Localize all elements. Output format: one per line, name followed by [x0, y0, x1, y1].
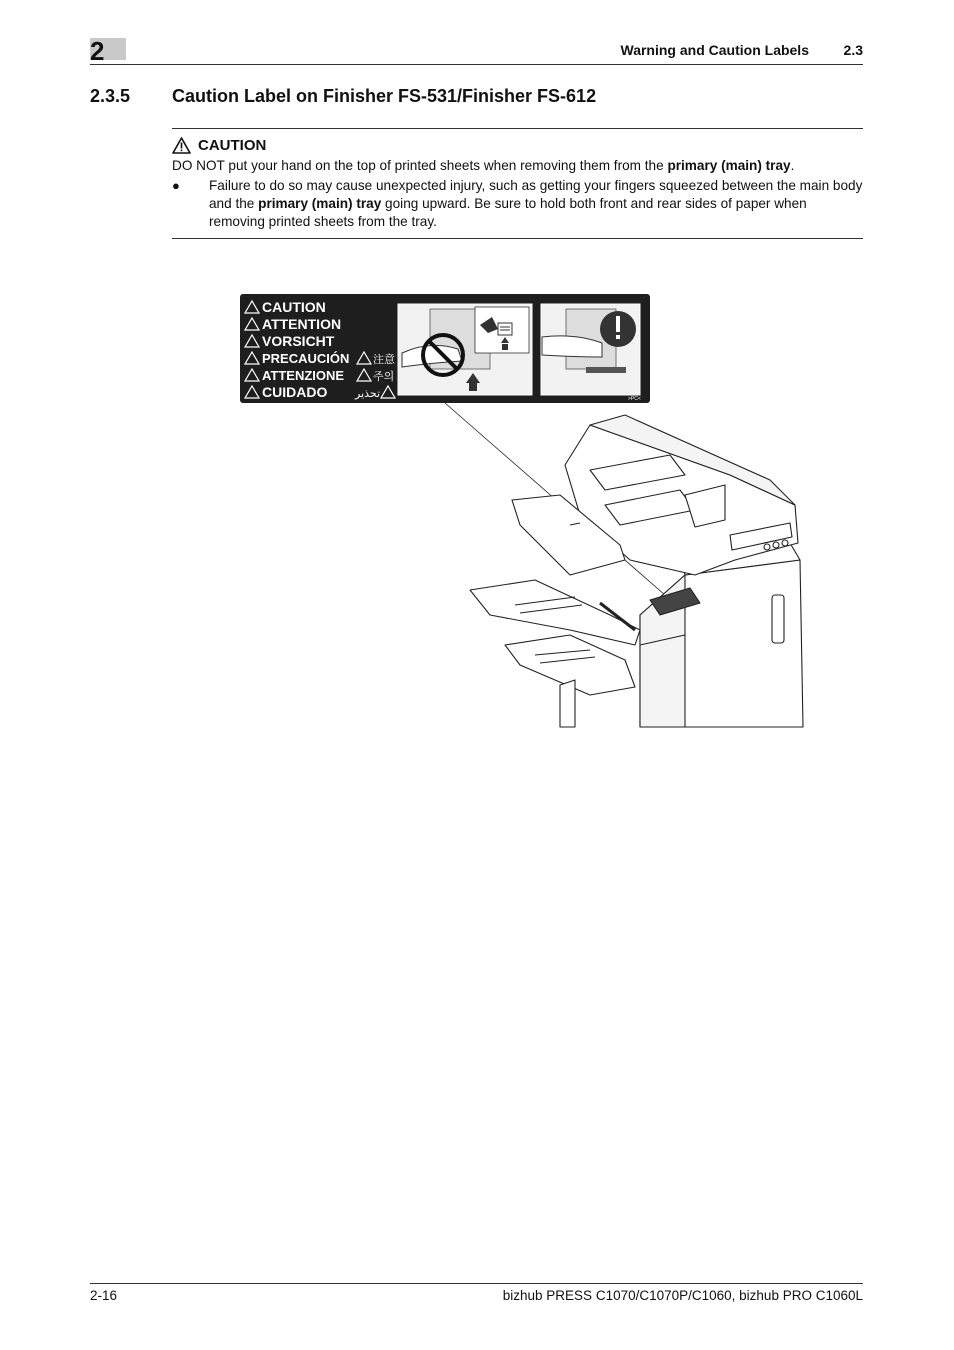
- caution-statement-bold: primary (main) tray: [667, 158, 791, 173]
- warning-triangle-icon: [172, 137, 191, 154]
- caution-statement-text: DO NOT put your hand on the top of printed sheets when removing them from the: [172, 158, 668, 173]
- label-word-attenzione: ATTENZIONE: [262, 368, 345, 383]
- label-word-caution: CAUTION: [262, 299, 326, 315]
- correct-handling-pictogram: [541, 304, 640, 395]
- label-word-korean: 주의: [373, 370, 395, 383]
- door-handle: [772, 595, 784, 643]
- header-divider: [90, 64, 863, 65]
- panel-button-2: [773, 542, 779, 548]
- product-name: bizhub PRESS C1070/C1070P/C1060, bizhub PRO C1060L: [502, 1288, 863, 1303]
- finisher-illustration: [470, 415, 803, 727]
- caution-heading-label: CAUTION: [198, 137, 267, 154]
- lower-side-panel: [560, 680, 575, 727]
- label-word-vorsicht: VORSICHT: [262, 333, 335, 349]
- chapter-number: 2: [90, 36, 105, 66]
- caution-bullet-text: Failure to do so may cause unexpected injury, such as getting your fingers squeezed between the main body and the: [209, 178, 863, 211]
- running-header-section-number: 2.3: [843, 42, 863, 58]
- panel-button-3: [782, 540, 788, 546]
- prohibited-hand-pictogram: [398, 304, 532, 395]
- section-number: 2.3.5: [90, 86, 131, 106]
- page-number: 2-16: [90, 1288, 118, 1303]
- running-header-title: Warning and Caution Labels: [620, 42, 809, 58]
- caution-top-divider: [172, 128, 863, 129]
- caution-statement-end: .: [790, 158, 795, 173]
- finisher-caution-label-figure: [230, 285, 830, 735]
- caution-bullet: [209, 177, 864, 231]
- label-row-precaucion: [245, 351, 395, 366]
- section-title: Caution Label on Finisher FS-531/Finisher FS-612: [172, 86, 597, 106]
- caution-bullet-bold: primary (main) tray: [258, 196, 382, 211]
- caution-bottom-divider: [172, 238, 863, 239]
- bullet-marker: ●: [172, 178, 180, 193]
- label-word-precaucion: PRECAUCIÓN: [262, 351, 350, 366]
- caution-statement: [172, 157, 862, 175]
- label-word-attention: ATTENTION: [262, 316, 342, 332]
- caution-heading: [172, 137, 266, 154]
- panel-button-1: [764, 544, 770, 550]
- footer-divider: [90, 1283, 863, 1284]
- caution-bullet-end: going upward. Be sure to hold both front and rear sides of paper when removing printed sheets from the tray.: [209, 196, 807, 229]
- caution-label-plate: [240, 294, 650, 403]
- label-row-cuidado: [245, 384, 395, 400]
- label-word-cuidado: CUIDADO: [262, 384, 328, 400]
- label-word-chinese: 注意: [373, 353, 395, 366]
- label-code: >PC<: [628, 396, 641, 402]
- label-word-arabic: تحذير: [355, 387, 381, 400]
